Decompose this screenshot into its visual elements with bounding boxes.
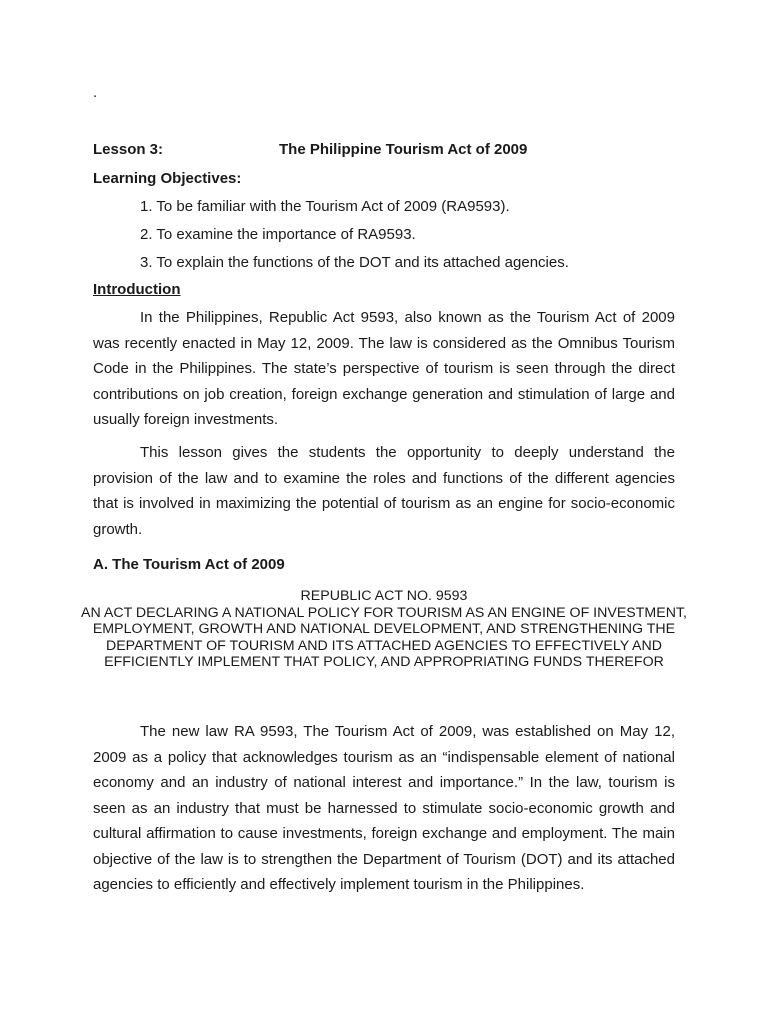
section-a-paragraph: The new law RA 9593, The Tourism Act of 2009, was established on May 12, 2009 as a policy that acknowledges tourism as an “indispensable element of national economy and an industry of national interest and importance.” In the law, tourism is seen as an industry that must be harnessed to stimulate socio-economic growth and cultural affirmation to cause investments, foreign exchange and employment. The main objective of the law is to strengthen the Department of Tourism (DOT) and its attached agencies to efficiently and effectively implement tourism in the Philippines. [93,723,675,893]
objectives-heading: Learning Objectives: [93,170,242,187]
lesson-header [93,141,528,158]
lesson-title: The Philippine Tourism Act of 2009 [279,141,528,158]
introduction-heading: Introduction [93,281,181,298]
section-a-heading: A. The Tourism Act of 2009 [93,556,285,573]
objective-item: 1. To be familiar with the Tourism Act of 2009 (RA9593). [140,198,510,215]
introduction-paragraph: In the Philippines, Republic Act 9593, also known as the Tourism Act of 2009 was recently enacted in May 12, 2009. The law is considered as the Omnibus Tourism Code in the Philippines. The state’s perspective of tourism is seen through the direct contributions on job creation, foreign exchange generation and stimulation of large and usually foreign investments. [93,309,675,428]
leading-mark: . [93,84,98,101]
lesson-label: Lesson 3: [93,141,164,158]
act-title-block [80,588,688,671]
objective-item: 2. To examine the importance of RA9593. [140,226,416,243]
act-full-title: AN ACT DECLARING A NATIONAL POLICY FOR TOURISM AS AN ENGINE OF INVESTMENT, EMPLOYMENT, GROWTH AND NATIONAL DEVELOPMENT, AND STRENGTHENING THE DEPARTMENT OF TOURISM AND ITS ATTACHED AGENCIES TO EFFECTIVELY AND EFFICIENTLY IMPLEMENT THAT POLICY, AND APPROPRIATING FUNDS THEREFOR [81,604,687,671]
introduction-paragraph: This lesson gives the students the opportunity to deeply understand the provision of the law and to examine the roles and functions of the different agencies that is involved in maximizing the potential of tourism as an engine for socio-economic growth. [93,444,675,538]
act-number: REPUBLIC ACT NO. 9593 [300,588,468,604]
objective-item: 3. To explain the functions of the DOT and its attached agencies. [140,254,569,271]
